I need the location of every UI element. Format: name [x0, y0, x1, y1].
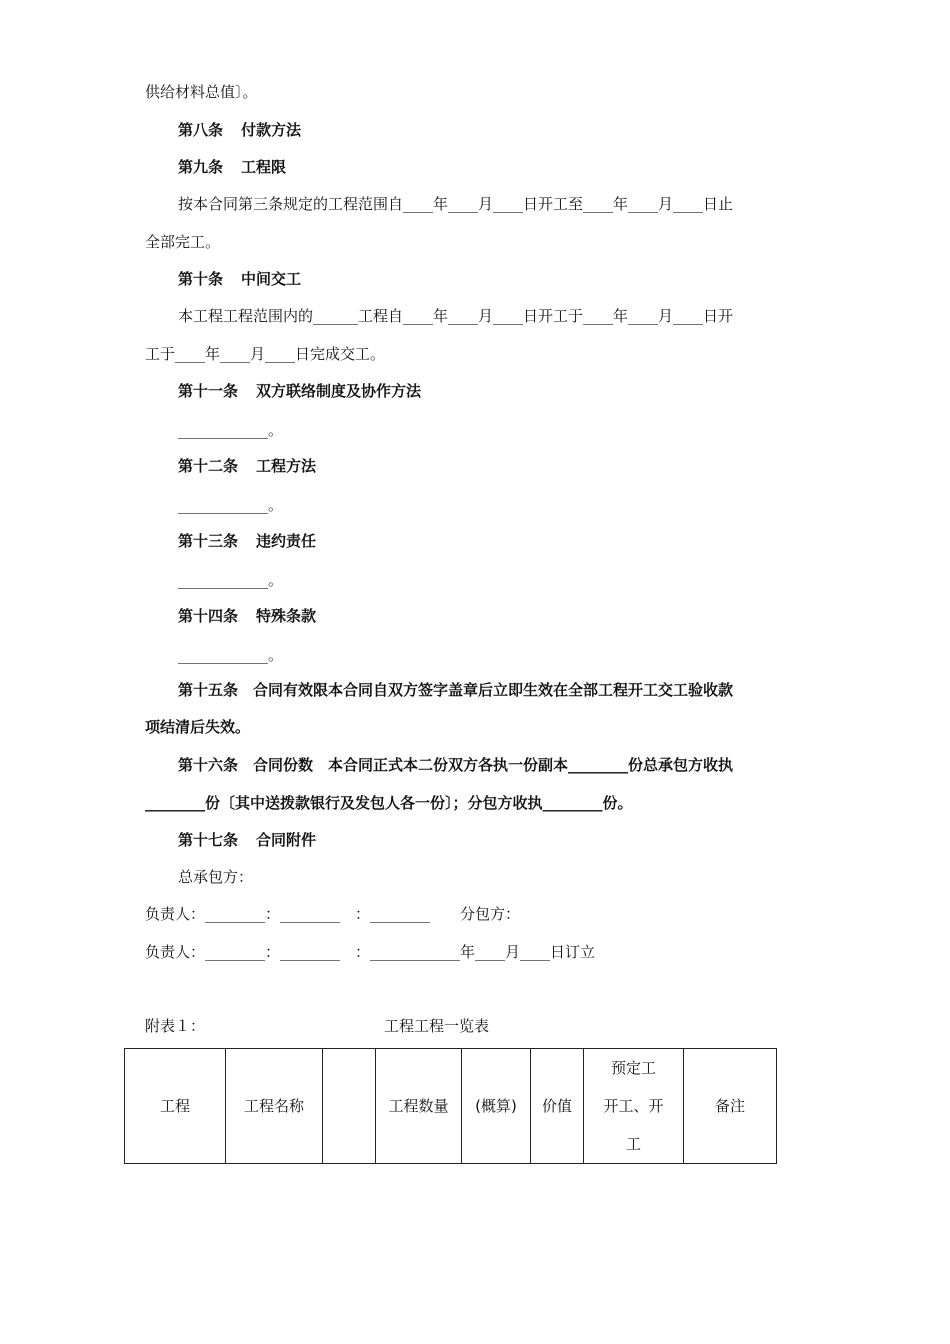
article-title: 合同附件 [256, 831, 317, 849]
fill-blank: ____________。 [178, 646, 284, 664]
table-header-cell: 价值 [531, 1049, 584, 1164]
article-number: 第九条 [178, 158, 224, 176]
general-contractor-label: 总承包方： [178, 868, 254, 886]
article-title: 工程限 [241, 158, 287, 176]
article-16-text-cont: ________份〔其中送拨款银行及发包人各一份〕；分包方收执________份。 [145, 794, 633, 812]
text-line: 供给材料总值〕。 [145, 83, 258, 101]
article-9-text: 按本合同第三条规定的工程范围自____年____月____日开工至____年____月____日止 [178, 195, 734, 213]
article-title: 特殊条款 [256, 607, 317, 625]
appendix-title: 工程工程一览表 [384, 1017, 490, 1035]
article-number: 第十三条 [178, 532, 239, 550]
article-number: 第十七条 [178, 831, 239, 849]
article-12-heading [178, 456, 316, 476]
appendix-label: 附表１： [145, 1017, 206, 1035]
article-10-heading [178, 269, 301, 289]
fill-blank: ____________。 [178, 496, 284, 514]
article-9-text-cont: 全部完工。 [145, 233, 221, 251]
table-header-cell: 工程数量 [376, 1049, 462, 1164]
article-15-text: 第十五条 合同有效限本合同自双方签字盖章后立即生效在全部工程开工交工验收款 [178, 681, 734, 699]
table-header-cell: (概算) [462, 1049, 531, 1164]
article-number: 第十一条 [178, 382, 239, 400]
project-table [124, 1048, 777, 1164]
table-header-cell: 工程名称 [226, 1049, 323, 1164]
article-10-text: 本工程工程范围内的______工程自____年____月____日开工于____年____月____日开 [178, 307, 734, 325]
article-title: 工程方法 [256, 457, 317, 475]
article-number: 第十二条 [178, 457, 239, 475]
article-17-heading [178, 830, 316, 850]
fill-blank: ____________。 [178, 421, 284, 439]
table-header-cell: 预定工 开工、开 工 [584, 1049, 684, 1164]
table-header-row [125, 1049, 777, 1164]
article-11-heading [178, 381, 421, 401]
article-14-heading [178, 606, 316, 626]
article-13-heading [178, 531, 316, 551]
table-header-cell: 工程 [125, 1049, 226, 1164]
article-number: 第八条 [178, 121, 224, 139]
article-title: 付款方法 [241, 121, 302, 139]
article-8-heading [178, 120, 301, 140]
article-9-heading [178, 157, 286, 177]
article-title: 中间交工 [241, 270, 302, 288]
article-15-text-cont: 项结清后失效。 [145, 718, 251, 736]
table-header-cell: 备注 [684, 1049, 777, 1164]
signature-line-2: 负责人：________：________ ：____________年____月____日订立 [145, 943, 596, 961]
article-number: 第十四条 [178, 607, 239, 625]
article-16-text: 第十六条 合同份数 本合同正式本二份双方各执一份副本________份总承包方收执 [178, 756, 734, 774]
article-title: 违约责任 [256, 532, 317, 550]
fill-blank: ____________。 [178, 571, 284, 589]
signature-line-1: 负责人：________：________ ：________ 分包方： [145, 905, 521, 923]
article-10-text-cont: 工于____年____月____日完成交工。 [145, 345, 386, 363]
article-number: 第十条 [178, 270, 224, 288]
article-title: 双方联络制度及协作方法 [256, 382, 422, 400]
table-header-cell [323, 1049, 376, 1164]
